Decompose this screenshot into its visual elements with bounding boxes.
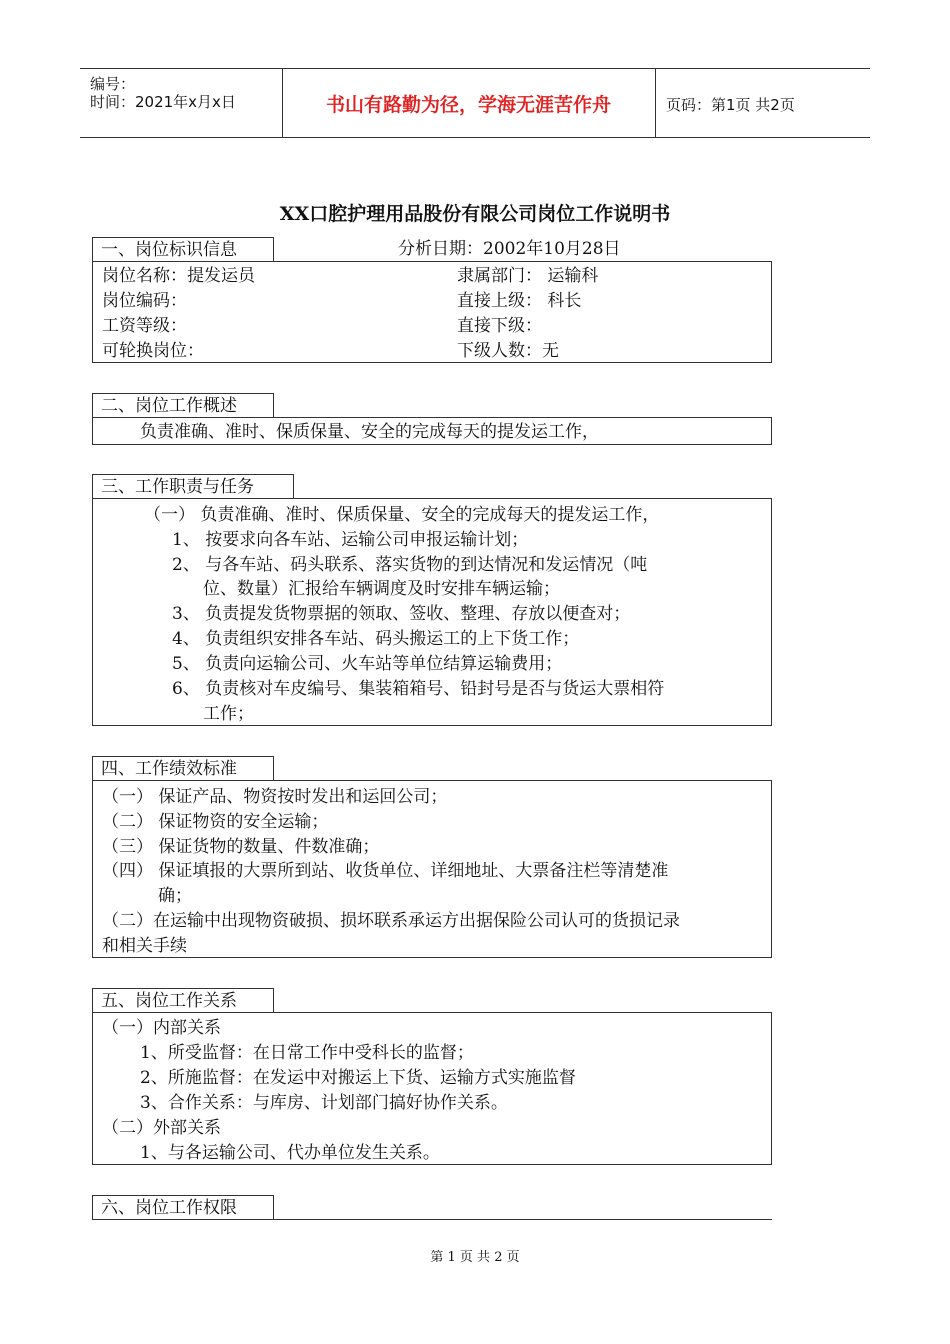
header-right-cell [655, 69, 871, 137]
section5-tab: 五、岗位工作关系 [92, 988, 274, 1012]
motto: 书山有路勤为径，学海无涯苦作舟 [325, 93, 611, 116]
section2-tab: 二、岗位工作概述 [92, 393, 274, 417]
relation-line: 1、与各运输公司、代办单位发生关系。 [140, 1143, 440, 1163]
duty-line: 6、 负责核对车皮编号、集装箱箱号、铅封号是否与货运大票相符 [172, 679, 665, 699]
page-header [80, 68, 870, 138]
relation-line: 2、所施监督：在发运中对搬运上下货、运输方式实施监督 [140, 1068, 576, 1088]
salary-grade: 工资等级： [102, 316, 187, 336]
kpi-line: （四） 保证填报的大票所到站、收货单位、详细地址、大票备注栏等清楚准 [102, 861, 669, 881]
section3-tab: 三、工作职责与任务 [92, 474, 294, 498]
subordinate-count: 下级人数：无 [457, 341, 559, 361]
document-number: 编号： [90, 75, 136, 93]
kpi-line: 和相关手续 [102, 936, 187, 956]
section6-tab: 六、岗位工作权限 [92, 1195, 274, 1219]
duty-line: 位、数量）汇报给车辆调度及时安排车辆运输； [203, 579, 560, 599]
kpi-line: 确； [158, 886, 192, 906]
document-title: XX口腔护理用品股份有限公司岗位工作说明书 [279, 203, 671, 225]
position-code: 岗位编码： [102, 291, 187, 311]
overview-text: 负责准确、准时、保质保量、安全的完成每天的提发运工作， [140, 422, 599, 442]
duty-line: 3、 负责提发货物票据的领取、签收、整理、存放以便查对； [172, 604, 631, 624]
direct-superior: 直接上级： 科长 [457, 291, 582, 311]
header-left-cell [80, 69, 283, 137]
section4-tab: 四、工作绩效标准 [92, 756, 274, 780]
section1-tab: 一、岗位标识信息 [92, 237, 274, 261]
duty-line: 1、 按要求向各车站、运输公司申报运输计划； [172, 530, 529, 550]
duty-line: 2、 与各车站、码头联系、落实货物的到达情况和发运情况（吨 [172, 555, 648, 575]
page-indicator: 页码：第1页 共2页 [666, 96, 795, 114]
page-footer: 第 1 页 共 2 页 [430, 1250, 520, 1265]
relation-line: 1、所受监督：在日常工作中受科长的监督； [140, 1043, 474, 1063]
kpi-line: （一） 保证产品、物资按时发出和运回公司； [102, 787, 448, 807]
document-date: 时间：2021年x月x日 [90, 93, 236, 111]
position-name: 岗位名称：提发运员 [102, 266, 255, 286]
relation-line: （二）外部关系 [102, 1118, 221, 1138]
kpi-line: （二）在运输中出现物资破损、损坏联系承运方出据保险公司认可的货损记录 [102, 911, 680, 931]
duty-line: 4、 负责组织安排各车站、码头搬运工的上下货工作； [172, 629, 580, 649]
relation-line: 3、合作关系：与库房、计划部门搞好协作关系。 [140, 1093, 508, 1113]
duty-line: 工作； [203, 704, 254, 724]
direct-subordinate: 直接下级： [457, 316, 542, 336]
duty-line: 5、 负责向运输公司、火车站等单位结算运输费用； [172, 654, 563, 674]
section6-divider [92, 1219, 772, 1220]
analysis-date: 分析日期：2002年10月28日 [398, 239, 621, 259]
kpi-line: （二） 保证物资的安全运输； [102, 812, 329, 832]
relation-line: （一）内部关系 [102, 1018, 221, 1038]
department: 隶属部门： 运输科 [457, 266, 599, 286]
duty-line: （一） 负责准确、准时、保质保量、安全的完成每天的提发运工作， [144, 505, 660, 525]
rotation-position: 可轮换岗位： [102, 341, 204, 361]
kpi-line: （三） 保证货物的数量、件数准确； [102, 837, 380, 857]
